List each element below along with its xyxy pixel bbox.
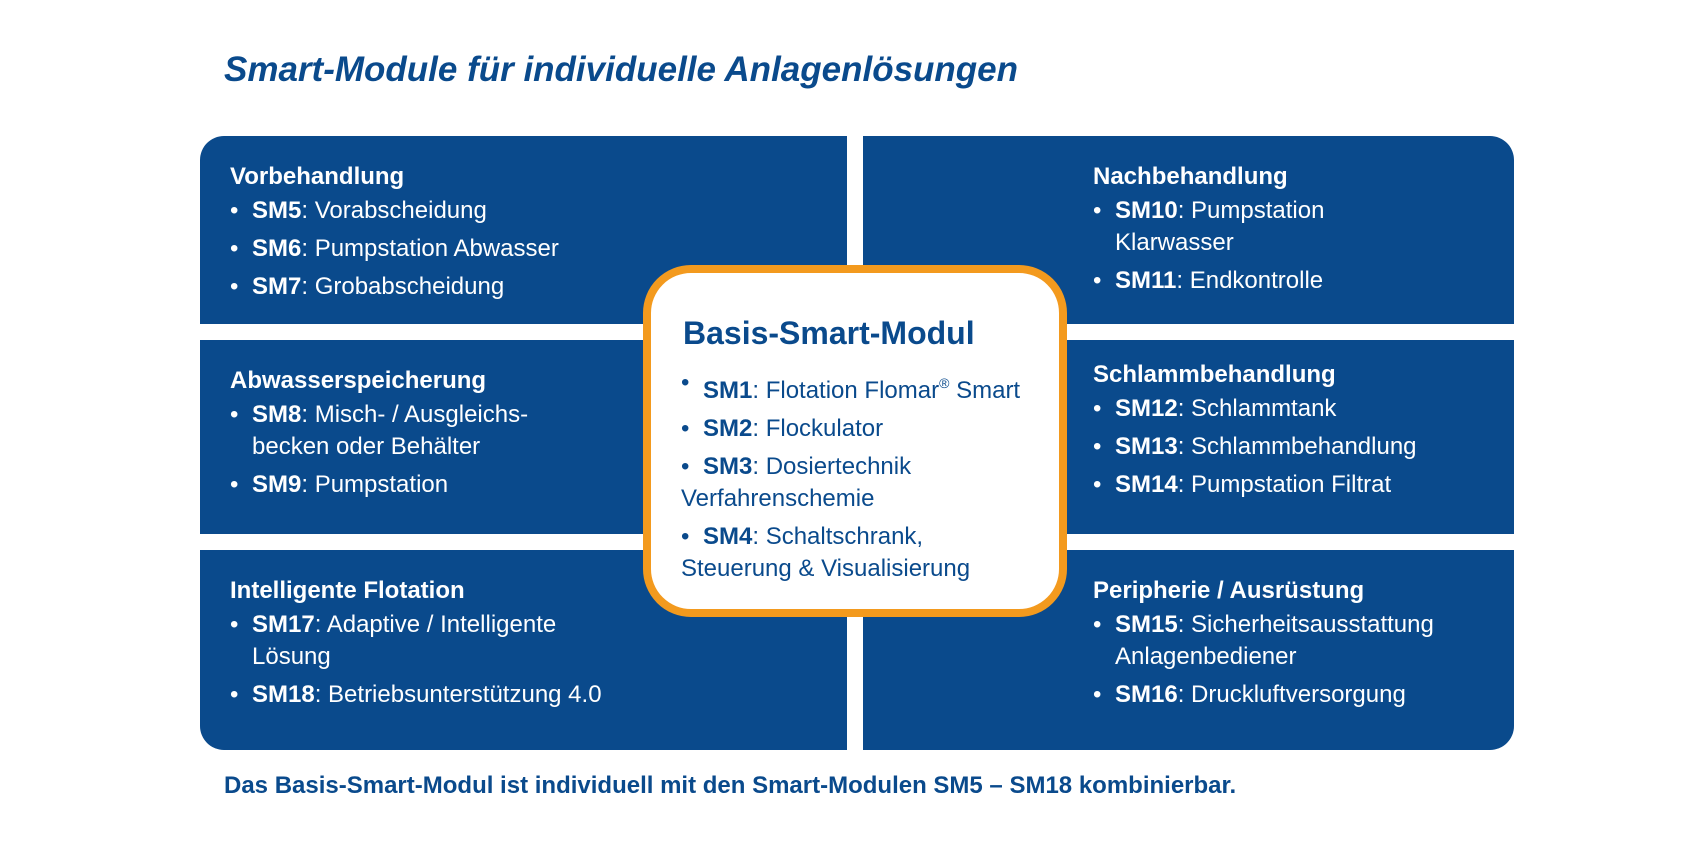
item-sm5: • SM5: Vorabscheidung — [230, 195, 559, 227]
item-sm16: • SM16: Druckluftversorgung — [1093, 679, 1434, 711]
item-sm7: • SM7: Grobabscheidung — [230, 271, 559, 303]
item-sm6: • SM6: Pumpstation Abwasser — [230, 233, 559, 265]
heading-peripherie: Peripherie / Ausrüstung — [1093, 577, 1365, 604]
heading-intelligente-flotation: Intelligente Flotation — [230, 577, 465, 604]
item-sm10: • SM10: Pumpstation Klarwasser — [1093, 195, 1324, 259]
item-sm15: • SM15: Sicherheitsausstattung Anlagenbediener — [1093, 609, 1434, 673]
item-sm12: • SM12: Schlammtank — [1093, 393, 1417, 425]
item-sm18: • SM18: Betriebsunterstützung 4.0 — [230, 679, 602, 711]
heading-schlammbehandlung: Schlammbehandlung — [1093, 361, 1336, 388]
footer-note: Das Basis-Smart-Modul ist individuell mit den Smart-Modulen SM5 – SM18 kombinierbar. — [224, 772, 1237, 799]
item-sm17: • SM17: Adaptive / Intelligente Lösung — [230, 609, 602, 673]
heading-abwasserspeicherung: Abwasserspeicherung — [230, 367, 487, 394]
item-sm8: • SM8: Misch- / Ausgleichs- becken oder Behälter — [230, 399, 528, 463]
item-sm4: • SM4: Schaltschrank, Steuerung & Visualisierung — [681, 521, 1020, 585]
item-sm11: • SM11: Endkontrolle — [1093, 265, 1324, 297]
basis-title: Basis-Smart-Modul — [683, 315, 975, 351]
item-sm3: • SM3: Dosiertechnik Verfahrenschemie — [681, 451, 1020, 515]
item-sm9: • SM9: Pumpstation — [230, 469, 528, 501]
item-sm14: • SM14: Pumpstation Filtrat — [1093, 469, 1417, 501]
item-sm1: • SM1: Flotation Flomar® Smart — [681, 367, 1020, 407]
item-sm13: • SM13: Schlammbehandlung — [1093, 431, 1417, 463]
heading-nachbehandlung: Nachbehandlung — [1093, 163, 1288, 190]
diagram-title: Smart-Module für individuelle Anlagenlösungen — [224, 50, 1019, 89]
item-sm2: • SM2: Flockulator — [681, 413, 1020, 445]
registered-mark: ® — [939, 375, 950, 391]
heading-vorbehandlung: Vorbehandlung — [230, 163, 405, 190]
basis-smart-modul-box — [643, 265, 1067, 617]
